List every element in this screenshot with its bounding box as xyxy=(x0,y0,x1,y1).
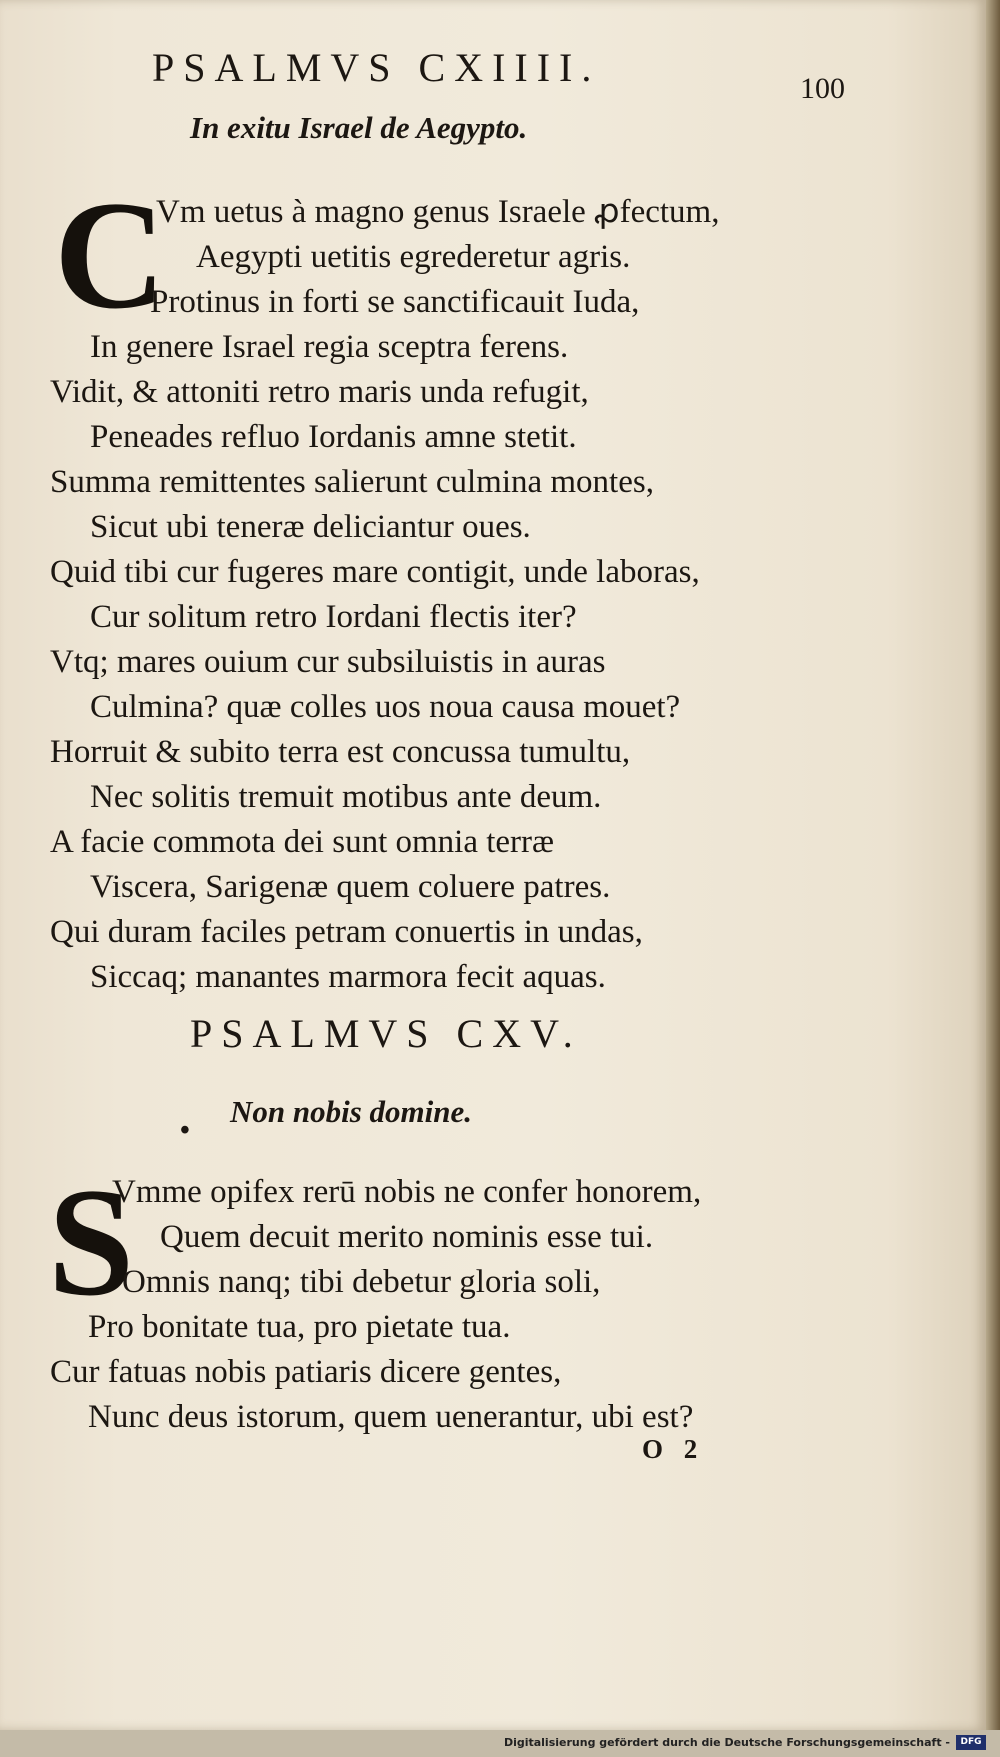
page-number: 100 xyxy=(800,72,845,105)
verse-line: Quid tibi cur fugeres mare contigit, unde laboras, xyxy=(50,554,700,590)
verse-line: Qui duram faciles petram conuertis in undas, xyxy=(50,914,643,950)
verse-line: A facie commota dei sunt omnia terræ xyxy=(50,824,555,860)
dfg-logo: DFG xyxy=(956,1735,986,1750)
verse-line: Aegypti uetitis egrederetur agris. xyxy=(196,239,631,275)
digitization-footer xyxy=(0,1730,1000,1757)
drop-cap-c: C xyxy=(54,169,166,341)
verse-line: Sicut ubi teneræ deliciantur oues. xyxy=(90,509,531,545)
psalm-subtitle-cxv: Non nobis domine. xyxy=(230,1094,473,1129)
funding-credit: Digitalisierung gefördert durch die Deutsche Forschungsgemeinschaft - xyxy=(503,1736,950,1749)
psalm-subtitle-cxiiii: In exitu Israel de Aegypto. xyxy=(190,110,528,145)
psalm-heading-cxiiii: PSALMVS CXIIII. xyxy=(152,45,601,90)
verse-line: Viscera, Sarigenæ quem coluere patres. xyxy=(90,869,611,905)
verse-line: In genere Israel regia sceptra ferens. xyxy=(90,329,569,365)
verse-line: Horruit & subito terra est concussa tumultu, xyxy=(50,734,631,770)
verse-line: Nunc deus istorum, quem uenerantur, ubi est? xyxy=(88,1399,694,1435)
verse-line: Summa remittentes salierunt culmina montes, xyxy=(50,464,654,500)
page-edge xyxy=(986,0,1000,1730)
psalm-heading-cxv: PSALMVS CXV. xyxy=(190,1011,582,1056)
verse-line: Cur fatuas nobis patiaris dicere gentes, xyxy=(50,1354,562,1390)
psalm-cxiiii-verses xyxy=(50,190,950,1000)
verse-line: Vtq; mares ouium cur subsiluistis in auras xyxy=(50,644,606,680)
verse-line: Peneades refluo Iordanis amne stetit. xyxy=(90,419,577,455)
psalm-cxv-verses xyxy=(50,1170,950,1440)
ornament-dot: • xyxy=(180,1115,190,1146)
verse-line: Siccaq; manantes marmora fecit aquas. xyxy=(90,959,606,995)
verse-line: Protinus in forti se sanctificauit Iuda, xyxy=(150,284,640,320)
verse-line: Vidit, & attoniti retro maris unda refugit, xyxy=(50,374,589,410)
verse-line: Cur solitum retro Iordani flectis iter? xyxy=(90,599,577,635)
verse-line: Nec solitis tremuit motibus ante deum. xyxy=(90,779,602,815)
drop-cap-s: S xyxy=(48,1156,135,1328)
verse-line: Pro bonitate tua, pro pietate tua. xyxy=(88,1309,511,1345)
verse-line: Omnis nanq; tibi debetur gloria soli, xyxy=(122,1264,601,1300)
verse-line: Vmme opifex rerū nobis ne confer honorem, xyxy=(112,1174,702,1210)
signature-mark: O 2 xyxy=(642,1434,698,1464)
verse-line: Quem decuit merito nominis esse tui. xyxy=(160,1219,654,1255)
verse-line: Vm uetus à magno genus Israele ꝓfectum, xyxy=(156,194,720,230)
verse-line: Culmina? quæ colles uos noua causa mouet? xyxy=(90,689,681,725)
